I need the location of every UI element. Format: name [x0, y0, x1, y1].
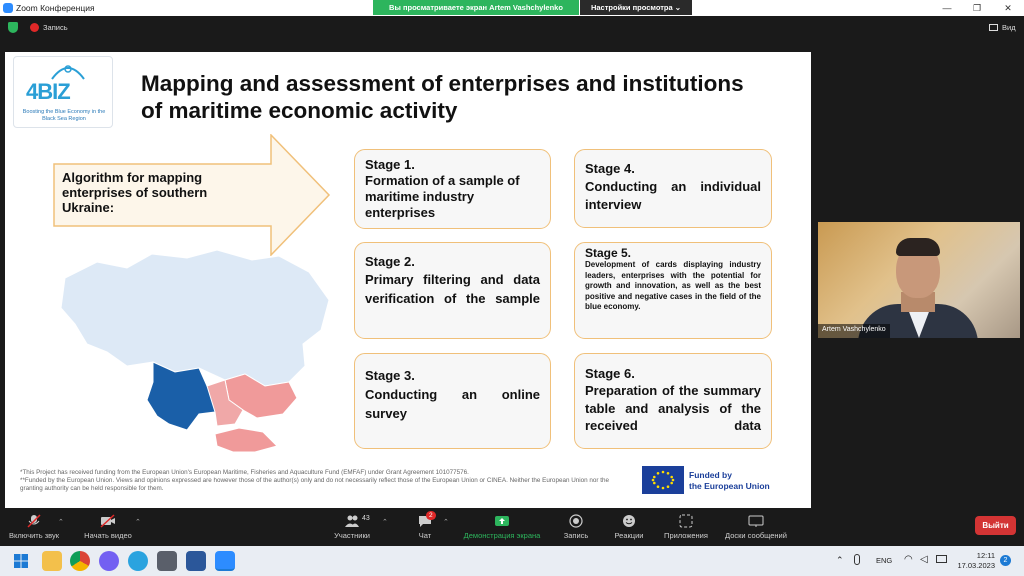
whiteboard-icon: [748, 514, 764, 528]
apps-button[interactable]: [660, 508, 712, 546]
share-screen-button[interactable]: [458, 508, 546, 546]
participant-video[interactable]: [818, 222, 1020, 338]
clock-date: 17.03.2023: [957, 561, 995, 570]
stage-title: Stage 1.: [365, 157, 415, 172]
meeting-top-bar: [0, 16, 1024, 40]
logo-text: 4BIZ: [26, 79, 70, 104]
wifi-icon[interactable]: ◠: [904, 554, 913, 565]
share-screen-label: Демонстрация экрана: [463, 531, 541, 540]
battery-icon[interactable]: [936, 555, 947, 563]
restore-button[interactable]: ❐: [972, 3, 982, 13]
notifications-badge[interactable]: 2: [1000, 555, 1011, 566]
shared-slide: [5, 52, 811, 508]
participants-button[interactable]: [326, 508, 378, 546]
project-logo: [13, 56, 113, 128]
microphone-tray-icon[interactable]: [854, 554, 860, 565]
stage-description: Formation of a sample of maritime industry enterprises: [365, 173, 520, 220]
stage-title: Stage 2.: [365, 254, 415, 269]
stage-description: Primary filtering and data verification of the sample: [365, 272, 540, 306]
footnote: [20, 469, 630, 493]
zoom-taskbar-icon[interactable]: [215, 551, 235, 571]
stage-title: Stage 4.: [585, 161, 635, 176]
footnote-funding: *This Project has received funding from the European Union's European Maritime, Fisheries and Aquaculture Fund (EMFAF) under Grant Agreement 101077576.: [20, 469, 469, 476]
stage-description: Conducting an online survey: [365, 387, 540, 421]
view-options-button[interactable]: Настройки просмотра ⌄: [580, 0, 692, 15]
windows-taskbar: [0, 546, 1024, 576]
meeting-toolbar: [0, 508, 1024, 546]
record-icon: [568, 514, 584, 528]
chat-unread-badge: 2: [426, 511, 436, 520]
reactions-label: Реакции: [614, 531, 644, 540]
system-clock[interactable]: [955, 551, 995, 571]
record-label: Запись: [563, 531, 589, 540]
recording-label[interactable]: Запись: [43, 23, 68, 32]
stage-description: Preparation of the summary table and analysis of the received data: [585, 383, 761, 433]
reactions-button[interactable]: [610, 508, 648, 546]
minimize-button[interactable]: —: [942, 3, 952, 13]
telegram-icon[interactable]: [128, 551, 148, 571]
participants-icon: [344, 514, 360, 528]
whiteboards-button[interactable]: [720, 508, 792, 546]
video-options-chevron-icon[interactable]: ⌃: [135, 519, 141, 526]
eu-funding-line-1: Funded by: [689, 470, 732, 480]
chat-chevron-icon[interactable]: ⌃: [443, 519, 449, 526]
algorithm-label: Algorithm for mapping enterprises of southern Ukraine:: [62, 170, 208, 215]
zoom-app-icon: [3, 3, 13, 13]
windows-start-icon[interactable]: [14, 554, 28, 568]
unmute-label: Включить звук: [8, 531, 60, 540]
volume-icon[interactable]: ◁: [920, 554, 928, 565]
security-shield-icon[interactable]: [8, 22, 18, 33]
eu-flag-icon: [642, 466, 684, 494]
camera-app-icon[interactable]: [157, 551, 177, 571]
chrome-icon[interactable]: [70, 551, 90, 571]
map-region-north: [61, 250, 329, 386]
stage-4-box: [574, 149, 772, 228]
whiteboards-label: Доски сообщений: [725, 531, 787, 540]
language-indicator[interactable]: ENG: [876, 556, 893, 565]
stage-2-box: [354, 242, 551, 339]
stage-6-box: [574, 353, 772, 449]
share-screen-icon: [494, 514, 510, 528]
window-title: Zoom Конференция: [16, 3, 95, 13]
stage-description: Conducting an individual interview: [585, 179, 761, 212]
microphone-muted-icon: [26, 514, 42, 528]
record-button[interactable]: [558, 508, 594, 546]
eu-funding-label: [689, 470, 770, 492]
participants-chevron-icon[interactable]: ⌃: [382, 519, 388, 526]
logo-subtitle: Boosting the Blue Economy in the Black Sea Region: [22, 109, 106, 122]
view-grid-icon: [989, 24, 998, 31]
stage-5-box: [574, 242, 772, 339]
viber-icon[interactable]: [99, 551, 119, 571]
ukraine-map: [57, 248, 337, 453]
start-video-button[interactable]: [76, 508, 140, 546]
stage-title: Stage 3.: [365, 368, 415, 383]
participant-name: Artem Vashchylenko: [818, 324, 890, 338]
apps-label: Приложения: [664, 531, 708, 540]
map-region-crimea: [215, 428, 277, 452]
word-icon[interactable]: [186, 551, 206, 571]
apps-icon: [678, 514, 694, 528]
chat-label: Чат: [418, 531, 432, 540]
stage-3-box: [354, 353, 551, 449]
slide-title: Mapping and assessment of enterprises and institutions of maritime economic activity: [141, 71, 744, 123]
stage-description: Development of cards displaying industry leaders, enterprises with the potential for growth and innovation, as well as the best positive and negative cases in the field of the blue economy.: [585, 260, 761, 311]
stage-title: Stage 5.: [585, 246, 632, 260]
participants-count: 43: [362, 515, 370, 522]
tray-chevron-icon[interactable]: ⌃: [836, 555, 844, 565]
stage-1-box: [354, 149, 551, 229]
start-video-label: Начать видео: [84, 531, 132, 540]
audio-options-chevron-icon[interactable]: ⌃: [58, 519, 64, 526]
participant-hair: [896, 238, 940, 256]
recording-icon: [30, 23, 39, 32]
footnote-disclaimer: **Funded by the European Union. Views and opinions expressed are however those of the author(s) only and do not necessarily reflect those of the European Union or CINEA. Neither the European Union nor the granting authority can be held responsible for them.: [20, 477, 610, 492]
file-explorer-icon[interactable]: [42, 551, 62, 571]
eu-funding-line-2: the European Union: [689, 481, 770, 491]
participants-label: Участники: [334, 531, 370, 540]
screen-share-banner: Вы просматриваете экран Artem Vashchylenko: [373, 0, 579, 15]
smiley-icon: [621, 514, 637, 528]
stage-title: Stage 6.: [585, 366, 635, 381]
camera-off-icon: [100, 514, 116, 528]
view-button[interactable]: Вид: [1002, 23, 1016, 32]
unmute-button[interactable]: [2, 508, 66, 546]
eu-stars-icon: [642, 466, 684, 494]
leave-button[interactable]: Выйти: [975, 516, 1016, 535]
clock-time: 12:11: [976, 551, 995, 560]
close-button[interactable]: ✕: [1004, 3, 1012, 13]
